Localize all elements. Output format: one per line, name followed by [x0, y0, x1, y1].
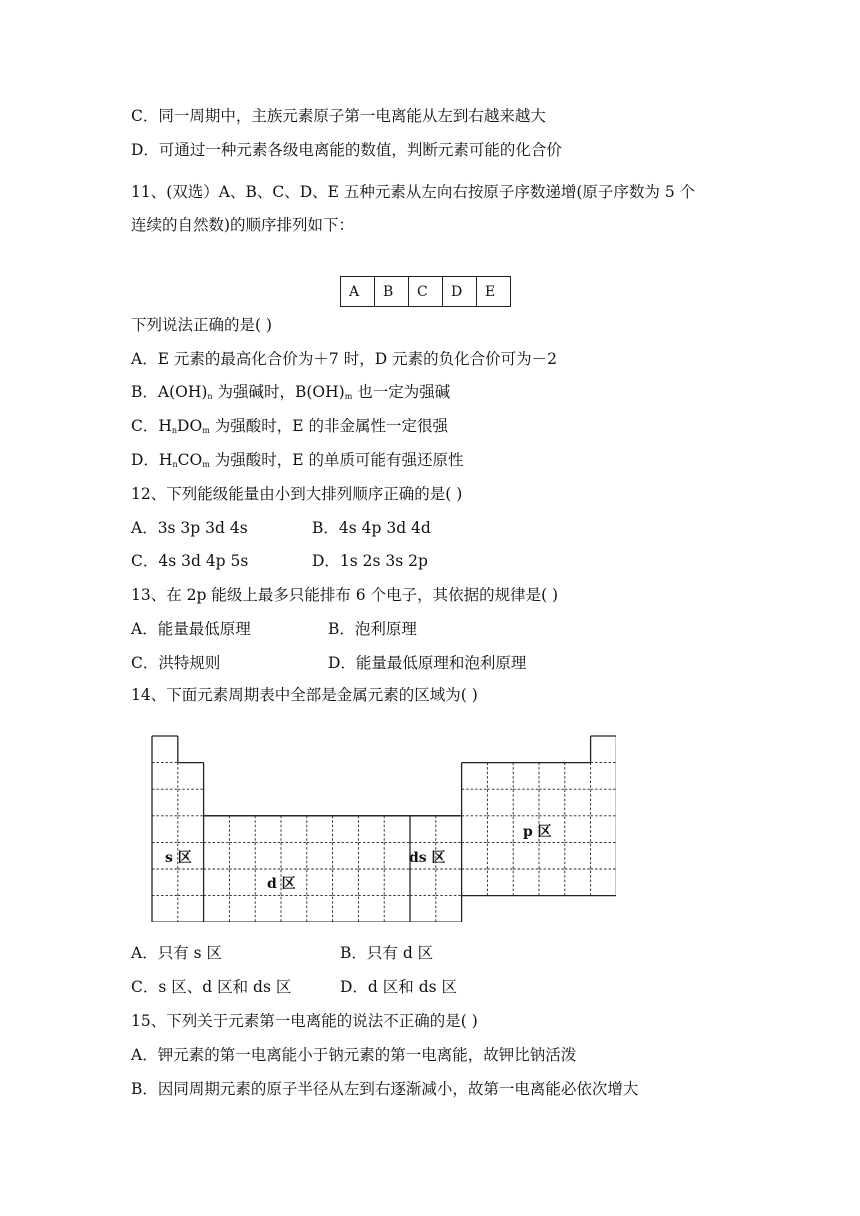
q15-option-b: B．因同周期元素的原子半径从左到右逐渐减小，故第一电离能必依次增大 — [131, 1080, 639, 1098]
q11-option-d: D．$H_nCO_m$ 为强酸时，E 的单质可能有强还原性 — [131, 451, 464, 469]
q11-option-b: B．$A(OH)_n$ 为强碱时，$B(OH)_m$ 也一定为强碱 — [131, 383, 451, 401]
p-block-label: p 区 — [523, 824, 552, 840]
q13-option-d: D．能量最低原理和泡利原理 — [328, 654, 527, 672]
q12-option-d: D．1s 2s 3s 2p — [312, 552, 428, 570]
q13-option-c: C．洪特规则 — [131, 654, 221, 672]
q15-option-a: A．钾元素的第一电离能小于钠元素的第一电离能，故钾比钠活泼 — [131, 1046, 577, 1064]
q15-stem: 15、下列关于元素第一电离能的说法不正确的是( ) — [131, 1012, 478, 1030]
element-cell: B — [375, 277, 409, 307]
q14-stem: 14、下面元素周期表中全部是金属元素的区域为( ) — [131, 686, 478, 704]
q11-prompt: 下列说法正确的是( ) — [131, 316, 273, 334]
d-block-label: d 区 — [267, 876, 296, 892]
q14-option-d: D．d 区和 ds 区 — [340, 978, 458, 996]
q11-stem-line1: 11、(双选）A、B、C、D、E 五种元素从左向右按原子序数递增(原子序数为 5 个 — [131, 183, 696, 201]
q14-option-b: B．只有 d 区 — [340, 944, 434, 962]
q10-option-c: C．同一周期中，主族元素原子第一电离能从左到右越来越大 — [131, 107, 546, 125]
q10-option-d: D．可通过一种元素各级电离能的数值，判断元素可能的化合价 — [131, 141, 562, 159]
q12-option-c: C．4s 3d 4p 5s — [131, 552, 249, 570]
q13-option-a: A．能量最低原理 — [131, 620, 251, 638]
q14-option-a: A．只有 s 区 — [131, 944, 223, 962]
s-block-label: s 区 — [165, 850, 192, 866]
q11-stem-line2: 连续的自然数)的顺序排列如下： — [131, 216, 355, 234]
q13-stem: 13、在 2p 能级上最多只能排布 6 个电子，其依据的规律是( ) — [131, 586, 559, 604]
element-cell: A — [341, 277, 375, 307]
element-sequence-table — [340, 276, 511, 307]
ds-block-label: ds 区 — [409, 850, 446, 866]
q12-stem: 12、下列能级能量由小到大排列顺序正确的是( ) — [131, 485, 463, 503]
q11-option-c: C．$H_nDO_m$ 为强酸时，E 的非金属性一定很强 — [131, 417, 448, 435]
periodic-table-diagram — [150, 734, 616, 922]
q11-option-a: A．E 元素的最高化合价为＋7 时，D 元素的负化合价可为－2 — [131, 350, 557, 368]
element-cell: D — [443, 277, 477, 307]
q14-option-c: C．s 区、d 区和 ds 区 — [131, 978, 292, 996]
element-cell: C — [409, 277, 443, 307]
q12-option-a: A．3s 3p 3d 4s — [131, 519, 248, 537]
element-cell: E — [477, 277, 511, 307]
q13-option-b: B．泡利原理 — [328, 620, 417, 638]
q12-option-b: B．4s 4p 3d 4d — [312, 519, 431, 537]
